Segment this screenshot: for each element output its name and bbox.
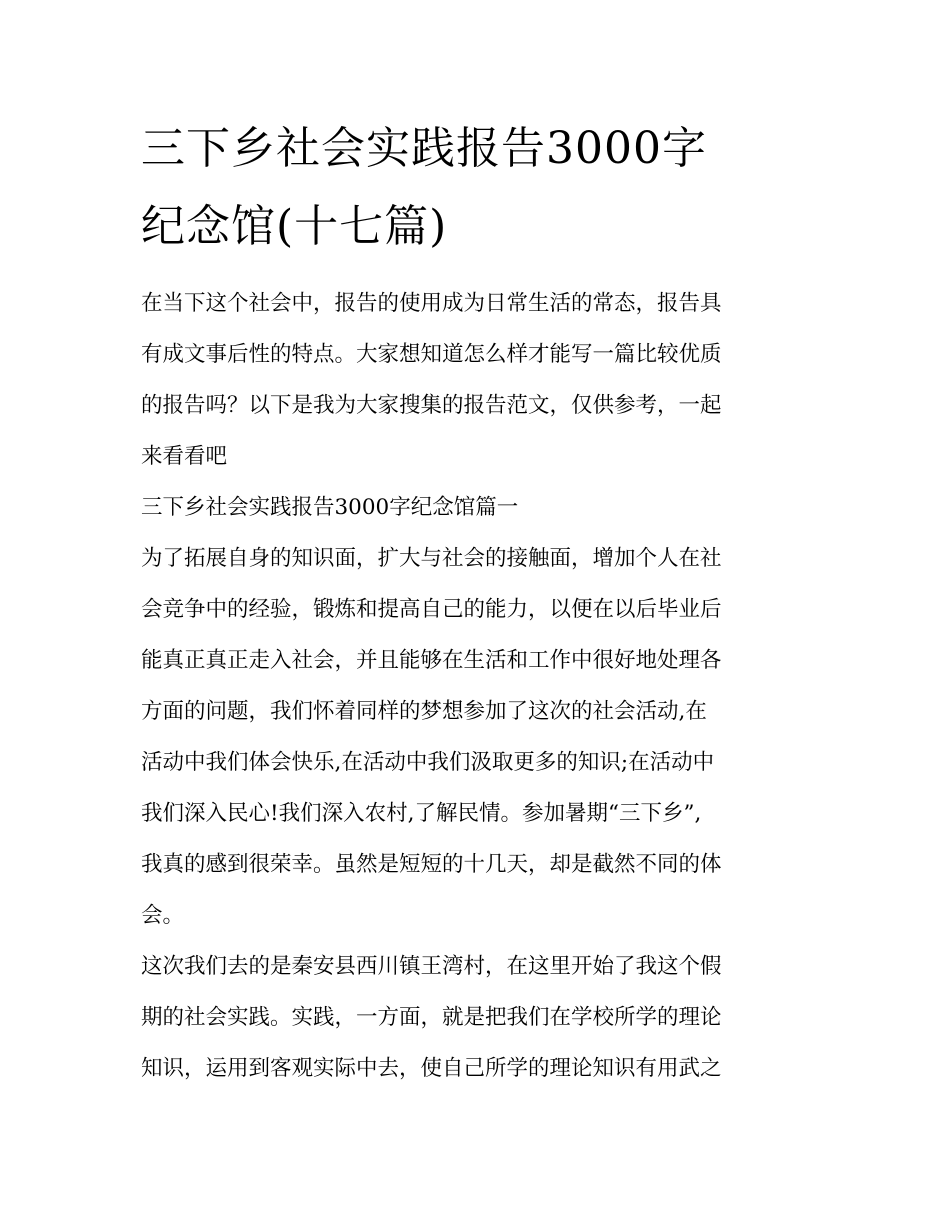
text-line: 的报告吗？以下是我为大家搜集的报告范文，仅供参考，一起: [141, 393, 722, 418]
text-line: 方面的问题，我们怀着同样的梦想参加了这次的社会活动,在: [141, 699, 707, 724]
section-heading: [141, 482, 813, 533]
text-line: 来看看吧: [141, 444, 228, 469]
text-line: 期的社会实践。实践，一方面，就是把我们在学校所学的理论: [141, 1005, 722, 1030]
text-line: 会。: [141, 903, 185, 928]
text-line: 会竞争中的经验，锻炼和提高自己的能力，以便在以后毕业后: [141, 597, 722, 622]
text-line: 这次我们去的是秦安县西川镇王湾村，在这里开始了我这个假: [141, 954, 722, 979]
body-paragraph: [141, 941, 813, 1094]
section-heading-text: 三下乡社会实践报告3000字纪念馆篇一: [141, 495, 519, 520]
title-line: 纪念馆(十七篇): [141, 201, 448, 252]
text-line: 活动中我们体会快乐,在活动中我们汲取更多的知识;在活动中: [141, 750, 715, 775]
document-body: [141, 278, 813, 1094]
text-line: 为了拓展自身的知识面，扩大与社会的接触面，增加个人在社: [141, 546, 722, 571]
text-line: 能真正真正走入社会，并且能够在生活和工作中很好地处理各: [141, 648, 722, 673]
intro-paragraph: [141, 278, 813, 482]
text-line: 我真的感到很荣幸。虽然是短短的十几天，却是截然不同的体: [141, 852, 722, 877]
text-line: 我们深入民心!我们深入农村,了解民情。参加暑期“三下乡”,: [141, 801, 702, 826]
text-line: 知识，运用到客观实际中去，使自己所学的理论知识有用武之: [141, 1056, 722, 1081]
document-page: [141, 110, 813, 1094]
document-title: [141, 110, 813, 266]
body-paragraph: [141, 533, 813, 941]
title-line: 三下乡社会实践报告3000字: [141, 123, 707, 174]
text-line: 在当下这个社会中，报告的使用成为日常生活的常态，报告具: [141, 291, 722, 316]
text-line: 有成文事后性的特点。大家想知道怎么样才能写一篇比较优质: [141, 342, 722, 367]
